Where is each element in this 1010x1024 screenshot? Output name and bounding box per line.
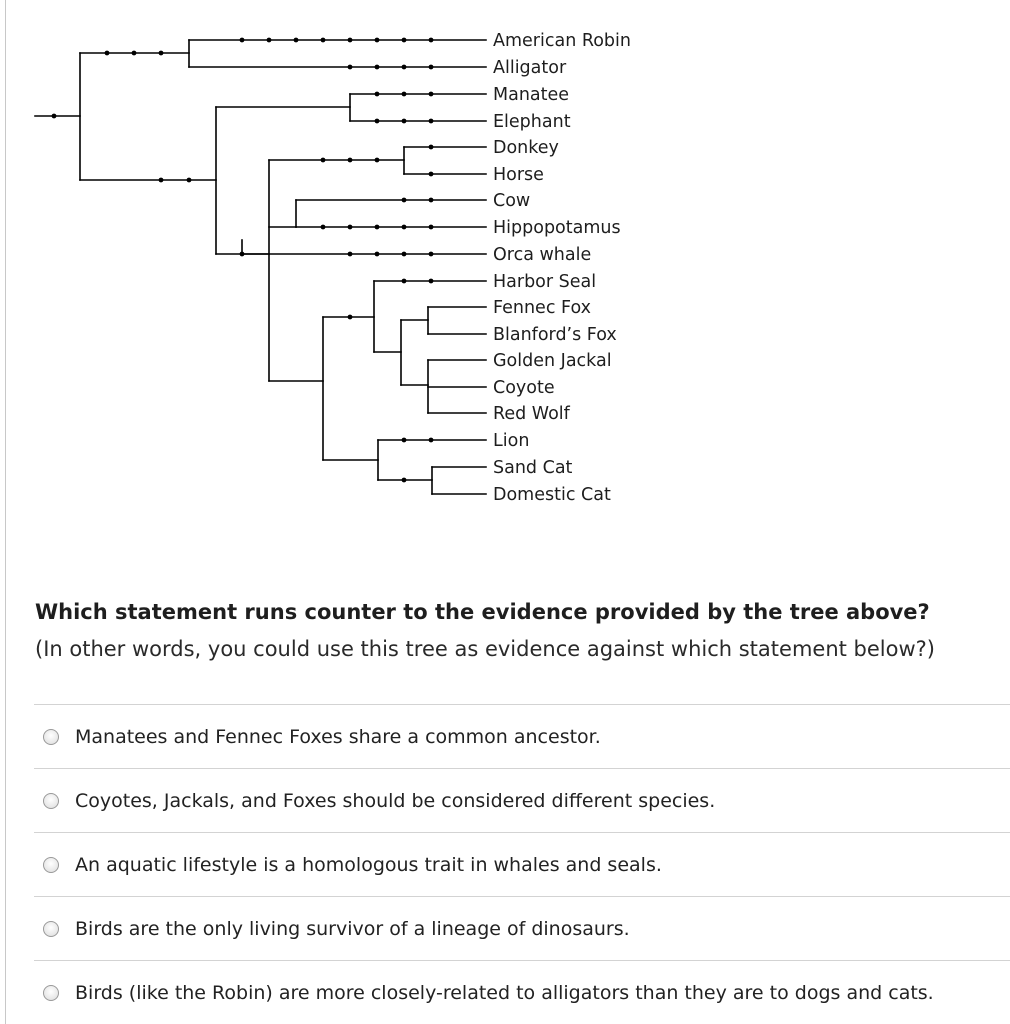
trait-marker xyxy=(375,158,380,163)
taxon-label: Coyote xyxy=(493,378,555,398)
trait-marker xyxy=(321,158,326,163)
trait-marker xyxy=(240,38,245,43)
trait-marker xyxy=(52,114,57,119)
trait-marker xyxy=(375,225,380,230)
answer-option-text: Birds (like the Robin) are more closely-related to alligators than they are to dogs and cats. xyxy=(75,981,934,1004)
trait-marker xyxy=(402,279,407,284)
trait-marker xyxy=(402,478,407,483)
radio-button[interactable] xyxy=(43,921,59,937)
trait-marker xyxy=(375,92,380,97)
trait-marker xyxy=(159,51,164,56)
trait-marker xyxy=(375,65,380,70)
taxon-label: Sand Cat xyxy=(493,458,573,478)
tree-branches xyxy=(35,40,486,494)
trait-marker xyxy=(348,158,353,163)
radio-button[interactable] xyxy=(43,985,59,1001)
taxon-label: Elephant xyxy=(493,112,571,132)
taxon-label: Donkey xyxy=(493,138,559,158)
trait-marker xyxy=(429,38,434,43)
trait-marker xyxy=(402,225,407,230)
trait-marker xyxy=(402,92,407,97)
answer-option-3[interactable] xyxy=(34,832,1010,896)
trait-marker xyxy=(348,38,353,43)
taxon-label: Golden Jackal xyxy=(493,351,612,371)
trait-marker xyxy=(429,172,434,177)
question-title: Which statement runs counter to the evidence provided by the tree above? xyxy=(35,600,930,624)
trait-marker xyxy=(240,252,245,257)
taxon-label: Harbor Seal xyxy=(493,272,597,292)
trait-marker xyxy=(105,51,110,56)
trait-marker xyxy=(348,315,353,320)
trait-marker xyxy=(187,178,192,183)
trait-marker xyxy=(402,252,407,257)
answer-option-text: Manatees and Fennec Foxes share a common ancestor. xyxy=(75,725,601,748)
trait-marker xyxy=(429,92,434,97)
taxon-label: American Robin xyxy=(493,31,631,51)
answer-option-1[interactable] xyxy=(34,704,1010,768)
taxon-label: Lion xyxy=(493,431,530,451)
taxon-label: Alligator xyxy=(493,58,567,78)
trait-marker xyxy=(402,65,407,70)
taxon-label: Blanford’s Fox xyxy=(493,325,617,345)
trait-marker xyxy=(348,65,353,70)
answer-option-4[interactable] xyxy=(34,896,1010,960)
answer-option-text: An aquatic lifestyle is a homologous trait in whales and seals. xyxy=(75,853,662,876)
taxon-label: Cow xyxy=(493,191,531,211)
taxon-label: Domestic Cat xyxy=(493,485,611,505)
taxon-label: Hippopotamus xyxy=(493,218,621,238)
trait-marker xyxy=(321,225,326,230)
trait-marker xyxy=(375,252,380,257)
answer-options xyxy=(34,704,1010,1024)
radio-button[interactable] xyxy=(43,729,59,745)
trait-marker xyxy=(402,38,407,43)
tree-labels xyxy=(493,31,631,505)
taxon-label: Fennec Fox xyxy=(493,298,591,318)
trait-marker xyxy=(348,252,353,257)
radio-button[interactable] xyxy=(43,793,59,809)
taxon-label: Red Wolf xyxy=(493,404,570,424)
trait-marker xyxy=(429,252,434,257)
trait-marker xyxy=(429,65,434,70)
trait-marker xyxy=(132,51,137,56)
trait-marker xyxy=(402,119,407,124)
trait-marker xyxy=(429,119,434,124)
question-subtitle: (In other words, you could use this tree as evidence against which statement below?) xyxy=(35,637,935,661)
trait-marker xyxy=(402,198,407,203)
trait-marker xyxy=(159,178,164,183)
trait-marker xyxy=(375,38,380,43)
answer-option-2[interactable] xyxy=(34,768,1010,832)
taxon-label: Manatee xyxy=(493,85,570,105)
trait-marker xyxy=(429,438,434,443)
trait-marker xyxy=(348,225,353,230)
trait-marker xyxy=(267,38,272,43)
trait-marker xyxy=(375,119,380,124)
trait-marker xyxy=(321,38,326,43)
trait-marker xyxy=(294,38,299,43)
taxon-label: Horse xyxy=(493,165,544,185)
trait-marker xyxy=(402,438,407,443)
trait-marker xyxy=(429,225,434,230)
radio-button[interactable] xyxy=(43,857,59,873)
answer-option-text: Birds are the only living survivor of a lineage of dinosaurs. xyxy=(75,917,630,940)
taxon-label: Orca whale xyxy=(493,245,592,265)
tree-nodes xyxy=(52,38,434,483)
trait-marker xyxy=(429,198,434,203)
answer-option-text: Coyotes, Jackals, and Foxes should be considered different species. xyxy=(75,789,716,812)
answer-option-5[interactable] xyxy=(34,960,1010,1024)
trait-marker xyxy=(429,145,434,150)
trait-marker xyxy=(429,279,434,284)
